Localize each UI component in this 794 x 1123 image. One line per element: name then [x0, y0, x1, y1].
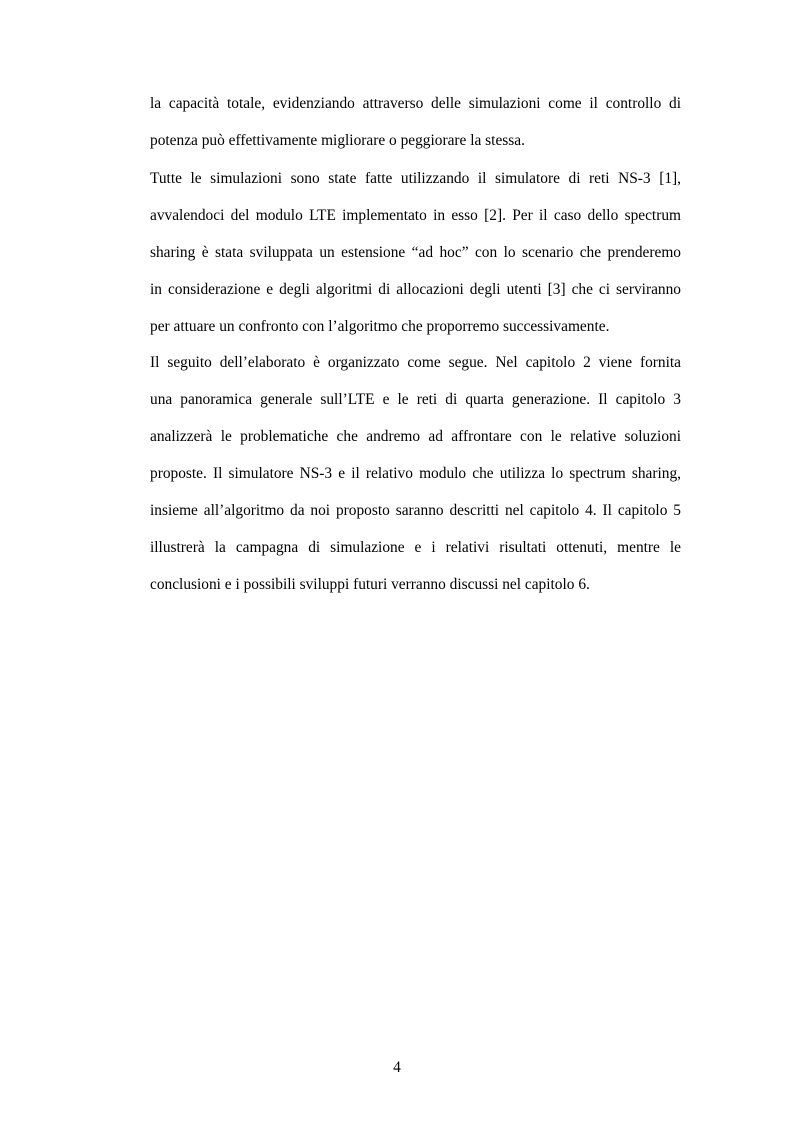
body-text-line: in considerazione e degli algoritmi di allocazioni degli utenti [3] che ci serviranno	[150, 281, 681, 298]
body-text-line: illustrerà la campagna di simulazione e i relativi risultati ottenuti, mentre le	[150, 539, 681, 556]
body-text-line: potenza può effettivamente migliorare o peggiorare la stessa.	[150, 132, 525, 149]
body-text-line: sharing è stata sviluppata un estensione “ad hoc” con lo scenario che prenderemo	[150, 244, 681, 261]
body-text-line: Tutte le simulazioni sono state fatte utilizzando il simulatore di reti NS-3 [1],	[150, 170, 681, 187]
body-text-line: conclusioni e i possibili sviluppi futuri verranno discussi nel capitolo 6.	[150, 576, 590, 593]
body-text-line: una panoramica generale sull’LTE e le reti di quarta generazione. Il capitolo 3	[150, 391, 681, 408]
body-text-line: analizzerà le problematiche che andremo ad affrontare con le relative soluzioni	[150, 428, 681, 445]
page-number: 4	[393, 1059, 401, 1076]
body-text-line: proposte. Il simulatore NS-3 e il relativo modulo che utilizza lo spectrum sharing,	[150, 465, 681, 482]
body-text-line: insieme all’algoritmo da noi proposto saranno descritti nel capitolo 4. Il capitolo 5	[150, 502, 681, 519]
body-text-line: per attuare un confronto con l’algoritmo che proporremo successivamente.	[150, 318, 610, 335]
body-text-line: Il seguito dell’elaborato è organizzato come segue. Nel capitolo 2 viene fornita	[150, 354, 681, 371]
body-text-line: la capacità totale, evidenziando attraverso delle simulazioni come il controllo di	[150, 95, 681, 112]
body-text-line: avvalendoci del modulo LTE implementato in esso [2]. Per il caso dello spectrum	[150, 207, 681, 224]
